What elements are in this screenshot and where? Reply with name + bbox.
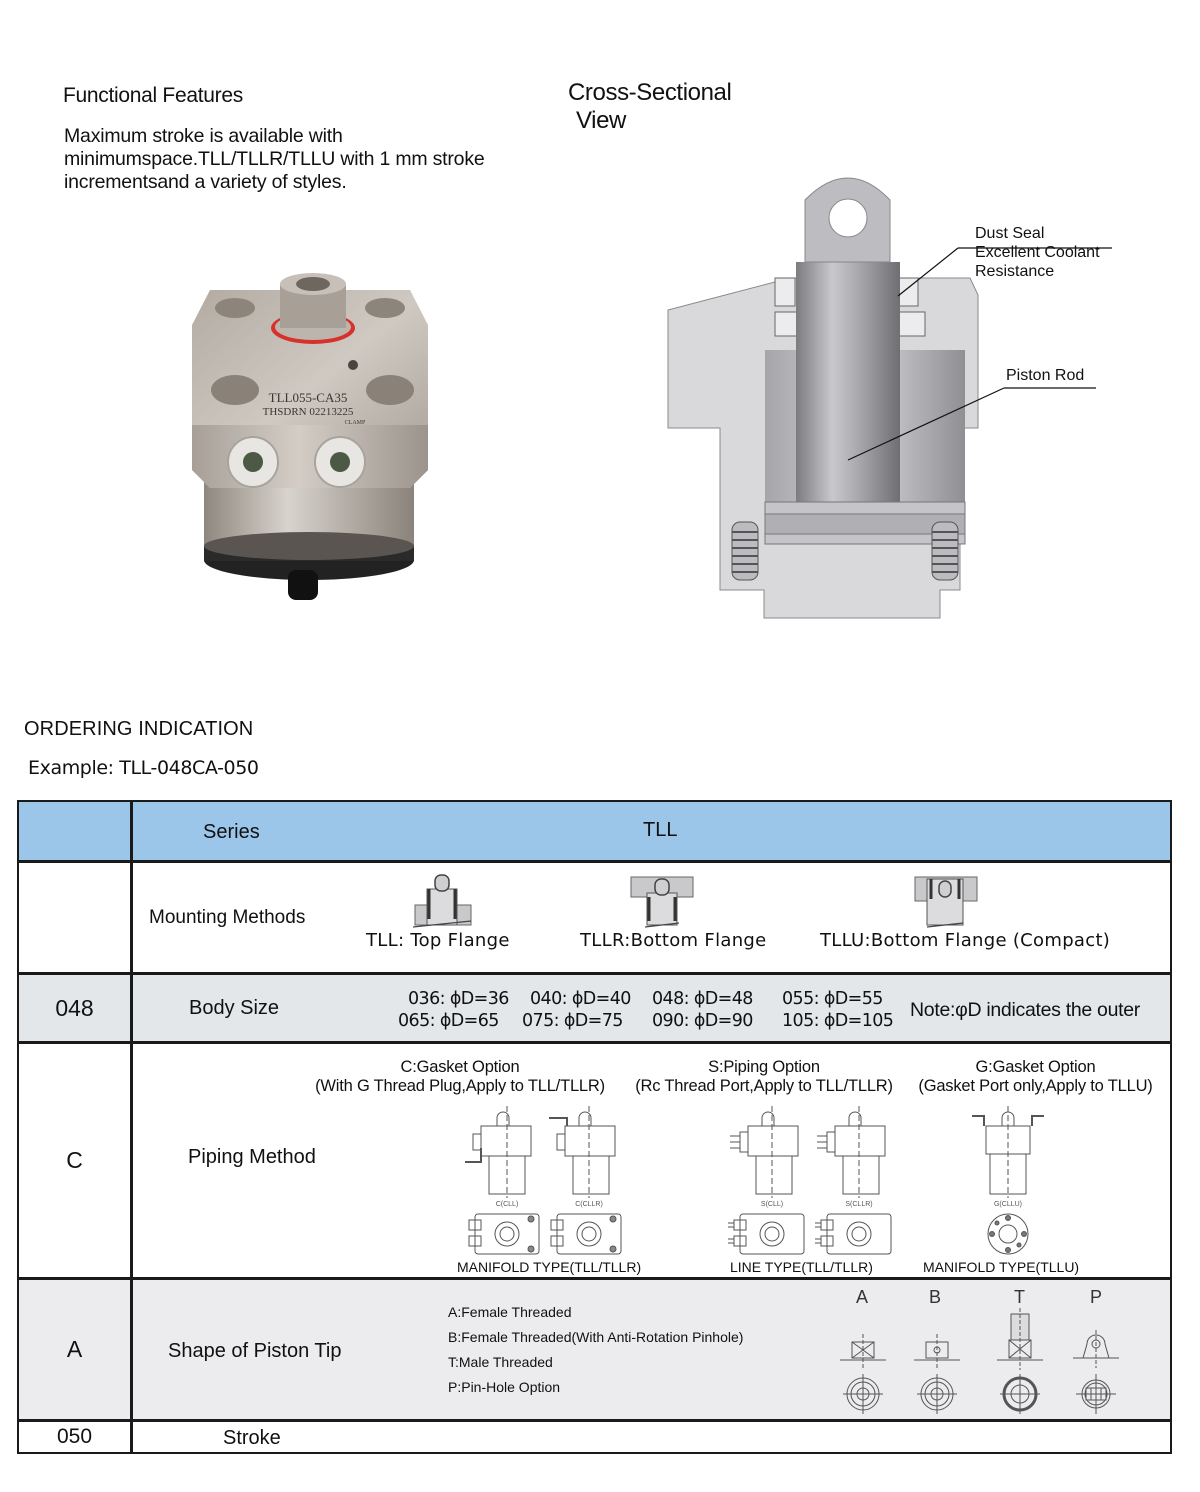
piping-option-c-subtitle: (With G Thread Plug,Apply to TLL/TLLR): [315, 1077, 605, 1095]
piston-tip-option-t: T:Male Threaded: [448, 1354, 553, 1370]
tip-letter-t: T: [1014, 1287, 1025, 1307]
piping-diagram-c-cll-icon: [463, 1106, 543, 1256]
piping-code-cell: C: [19, 1044, 133, 1277]
ordering-table: [17, 800, 1172, 1454]
table-row-piping: [19, 1041, 1170, 1277]
series-label: Series: [203, 821, 260, 843]
mounting-option-bottom-flange: TLLR:Bottom Flange: [580, 930, 767, 951]
size-option: 090: ϕD=90: [652, 1011, 753, 1031]
mounting-label: Mounting Methods: [149, 907, 306, 928]
diagram-label: C(CLLR): [575, 1201, 603, 1208]
piston-tip-option-a: A:Female Threaded: [448, 1304, 572, 1320]
cross-section-title-line2: View: [576, 107, 626, 134]
body-size-code-cell: 048: [19, 975, 133, 1041]
series-value: TLL: [643, 819, 678, 841]
tip-pin-hole-icon: [1071, 1308, 1121, 1420]
piston-tip-label: Shape of Piston Tip: [168, 1340, 342, 1362]
piping-label: Piping Method: [188, 1146, 316, 1168]
piping-option-s-subtitle: (Rc Thread Port,Apply to TLL/TLLR): [635, 1077, 893, 1095]
diagram-label: G(CLLU): [993, 1201, 1023, 1208]
size-option: 075: ϕD=75: [522, 1011, 623, 1031]
bottom-flange-diagram-icon: [629, 873, 695, 929]
table-row-stroke: [19, 1419, 1170, 1452]
tip-letter-b: B: [929, 1287, 942, 1307]
functional-features-text: Maximum stroke is available with minimumspace.TLL/TLLR/TLLU with 1 mm stroke incrementsand a variety of styles.: [64, 125, 485, 193]
piping-option-g-subtitle: (Gasket Port only,Apply to TLLU): [918, 1077, 1153, 1095]
piping-caption-manifold-tll: MANIFOLD TYPE(TLL/TLLR): [457, 1259, 642, 1275]
body-size-note: Note:φD indicates the outer: [910, 999, 1141, 1021]
dust-seal-label: Dust Seal: [975, 225, 1045, 242]
ordering-title: ORDERING INDICATION: [24, 718, 254, 740]
mounting-option-top-flange: TLL: Top Flange: [366, 930, 510, 951]
piston-tip-option-p: P:Pin-Hole Option: [448, 1379, 561, 1395]
piping-option-g: [908, 1058, 1163, 1096]
piping-diagram-g-cllu-icon: [968, 1106, 1048, 1256]
piping-diagram-c-cllr-icon: [545, 1106, 625, 1256]
dust-seal-label-2: Excellent Coolant: [975, 244, 1100, 261]
bottom-flange-compact-diagram-icon: [913, 873, 979, 929]
piston-tip-code-cell: A: [19, 1280, 133, 1419]
body-size-label: Body Size: [189, 997, 280, 1019]
dust-seal-callout: [975, 224, 1100, 281]
piping-option-c-title: C:Gasket Option: [400, 1058, 520, 1076]
table-row-mounting: [19, 860, 1170, 972]
diagram-label: S(CLLR): [845, 1201, 873, 1208]
size-option: 055: ϕD=55: [782, 989, 883, 1009]
cross-section-title: [568, 79, 731, 135]
tip-letter-p: P: [1090, 1287, 1103, 1307]
piston-tip-options: [448, 1300, 743, 1400]
piping-option-g-title: G:Gasket Option: [975, 1058, 1096, 1076]
diagram-label: S(CLL): [760, 1201, 784, 1208]
engraving-serial: THSDRN 02213225: [262, 406, 354, 418]
ordering-example: Example: TLL-048CA-050: [28, 757, 259, 779]
piston-tip-option-b: B:Female Threaded(With Anti-Rotation Pinhole): [448, 1329, 744, 1345]
piston-rod-callout: Piston Rod: [1006, 367, 1085, 384]
size-option: 105: ϕD=105: [782, 1011, 894, 1031]
mounting-option-bottom-flange-compact: TLLU:Bottom Flange (Compact): [820, 930, 1111, 951]
mounting-code-cell: [19, 863, 133, 972]
tip-female-threaded-pinhole-icon: [912, 1308, 962, 1420]
stroke-label: Stroke: [223, 1427, 281, 1449]
cross-section-title-line1: Cross-Sectional: [568, 79, 732, 106]
table-row-series: [19, 802, 1170, 860]
size-option: 048: ϕD=48: [652, 989, 753, 1009]
tip-female-threaded-icon: [838, 1308, 888, 1420]
size-option: 065: ϕD=65: [398, 1011, 499, 1031]
product-photo: [190, 270, 430, 610]
size-option: 040: ϕD=40: [530, 989, 631, 1009]
piping-option-c: [305, 1058, 615, 1096]
engraving-clamp: CLAMP: [344, 420, 366, 426]
piping-option-s: [624, 1058, 904, 1096]
stroke-code-cell: 050: [19, 1422, 133, 1452]
piping-diagram-s-cllr-icon: [815, 1106, 895, 1256]
functional-features-title: Functional Features: [63, 84, 243, 107]
tip-male-threaded-icon: [995, 1308, 1045, 1420]
tip-letter-a: A: [856, 1287, 869, 1307]
table-row-body-size: [19, 972, 1170, 1041]
piping-diagram-s-cll-icon: [728, 1106, 808, 1256]
table-row-piston-tip: [19, 1277, 1170, 1419]
size-option: 036: ϕD=36: [408, 989, 509, 1009]
piping-caption-manifold-tllu: MANIFOLD TYPE(TLLU): [923, 1259, 1080, 1275]
dust-seal-label-3: Resistance: [975, 263, 1055, 280]
piping-caption-line-tll: LINE TYPE(TLL/TLLR): [730, 1259, 873, 1275]
top-flange-diagram-icon: [411, 871, 473, 929]
series-code-cell: [19, 802, 133, 860]
piping-option-s-title: S:Piping Option: [708, 1058, 820, 1076]
diagram-label: C(CLL): [495, 1201, 519, 1208]
engraving-model: TLL055-CA35: [268, 390, 348, 405]
